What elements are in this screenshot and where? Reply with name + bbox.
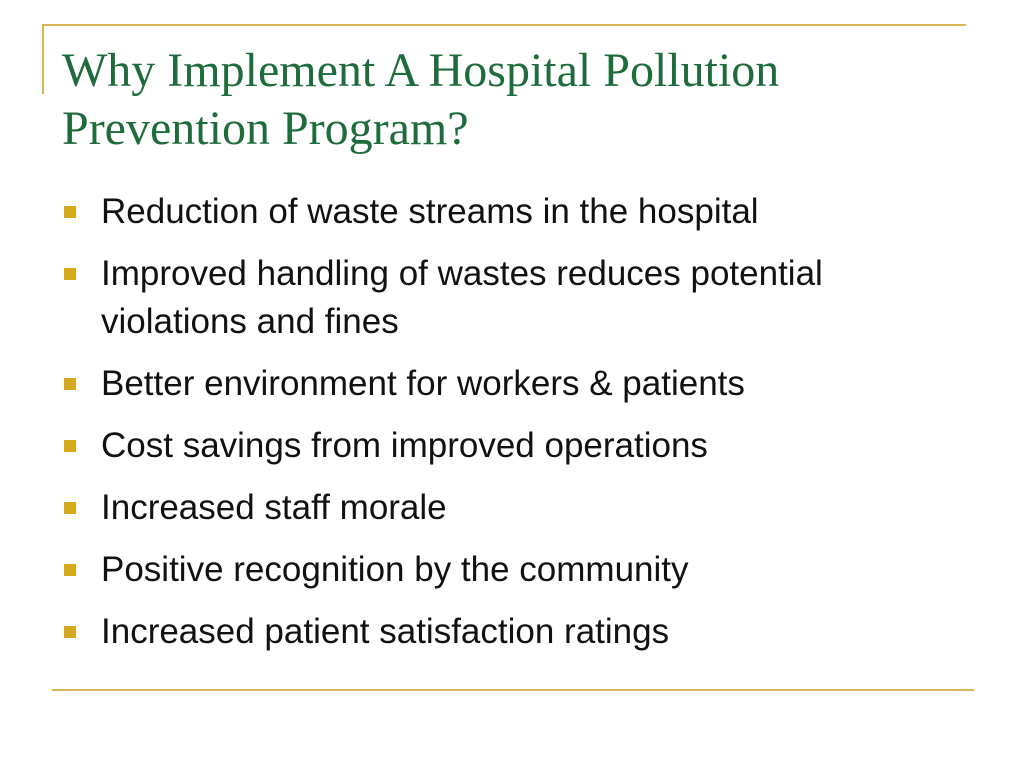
bullet-item-cost-savings [64,422,964,470]
bullet-item-patient-satisfaction [64,608,964,656]
bullet-text: Better environment for workers & patients [101,364,745,403]
bullet-item-better-environment [64,360,964,408]
bullet-item-community-recognition [64,546,964,594]
bottom-border-rule [52,689,974,691]
square-bullet-icon [64,564,76,576]
square-bullet-icon [64,440,76,452]
bullet-item-staff-morale [64,484,964,532]
top-border-rule [42,24,966,26]
bullet-item-improved-handling [64,250,964,346]
square-bullet-icon [64,378,76,390]
bullet-text: Reduction of waste streams in the hospital [101,192,759,231]
left-border-rule [42,24,44,94]
slide-title: Why Implement A Hospital Pollution Prevention Program? [62,44,780,155]
bullet-text: Cost savings from improved operations [101,426,708,465]
square-bullet-icon [64,626,76,638]
square-bullet-icon [64,502,76,514]
bullet-text: Increased patient satisfaction ratings [101,612,670,651]
bullet-text: Positive recognition by the community [101,550,689,589]
bullet-text: Improved handling of wastes reduces potential violations and fines [101,254,823,341]
bullet-item-waste-reduction [64,188,964,236]
bullet-list [64,188,964,670]
square-bullet-icon [64,268,76,280]
bullet-text: Increased staff morale [101,488,447,527]
square-bullet-icon [64,206,76,218]
